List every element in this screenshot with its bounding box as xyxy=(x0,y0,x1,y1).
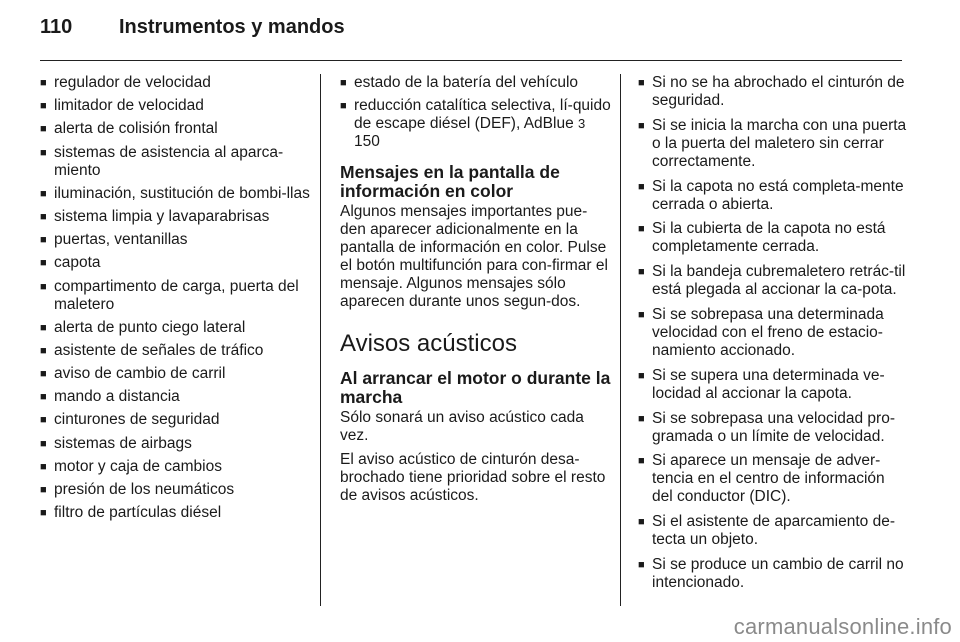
list-item xyxy=(40,97,310,115)
bullet-icon: ■ xyxy=(40,280,47,293)
list-item-text: Si se produce un cambio de carril no intencionado. xyxy=(652,555,904,591)
list-item-text: Si la bandeja cubremaletero retrác-til está plegada al accionar la ca-pota. xyxy=(652,263,906,299)
page-title: Instrumentos y mandos xyxy=(119,16,345,38)
bullet-icon: ■ xyxy=(40,146,47,159)
bullet-icon: ■ xyxy=(40,414,47,427)
list-item xyxy=(638,452,908,506)
list-item xyxy=(638,178,908,214)
list-item-text: presión de los neumáticos xyxy=(54,481,235,498)
bullet-icon: ■ xyxy=(40,234,47,247)
list-item-text: sistema limpia y lavaparabrisas xyxy=(54,207,270,225)
bullet-icon: ■ xyxy=(638,77,645,89)
page-number: 110 xyxy=(40,16,73,38)
bullet-icon: ■ xyxy=(40,507,47,520)
list-item xyxy=(40,185,310,203)
bullet-icon: ■ xyxy=(40,460,47,473)
list-item-text: asistente de señales de tráfico xyxy=(54,341,264,359)
column-3 xyxy=(638,74,908,599)
bullet-icon: ■ xyxy=(40,368,47,381)
list-item-text: Si se sobrepasa una velocidad pro-gramada o un límite de velocidad. xyxy=(652,409,895,445)
list-item-text: Si la capota no está completa-mente cerrada o abierta. xyxy=(652,177,904,213)
page-reference-icon: 3 xyxy=(578,116,586,132)
list-item-text: alerta de colisión frontal xyxy=(54,120,218,138)
list-item-text: Si se inicia la marcha con una puerta o la puerta del maletero sin cerrar correctamente. xyxy=(652,116,907,170)
paragraph: Algunos mensajes importantes pue-den aparecer adicionalmente en la pantalla de información en color. Pulse el botón multifunción para con-firmar el mensaje. Algunos mensajes sólo aparecen durante unos segun-dos. xyxy=(340,203,608,311)
bullet-icon: ■ xyxy=(40,77,47,89)
section-title: Avisos acústicos xyxy=(340,330,517,358)
bullet-icon: ■ xyxy=(40,391,47,404)
list-item xyxy=(40,278,310,314)
list-item: ■ estado de la batería del vehículo xyxy=(340,74,579,91)
bullet-icon: ■ xyxy=(638,369,645,382)
bullet-icon: ■ xyxy=(638,180,645,193)
bullet-icon: ■ xyxy=(340,77,347,89)
list-item xyxy=(40,458,310,476)
list-item xyxy=(40,388,310,406)
bullet-icon: ■ xyxy=(40,100,47,113)
list-item-text: alerta de punto ciego lateral xyxy=(54,318,246,336)
bullet-icon: ■ xyxy=(638,266,645,279)
list-item-text: regulador de velocidad xyxy=(54,74,211,91)
bullet-icon: ■ xyxy=(40,123,47,136)
bullet-icon: ■ xyxy=(40,321,47,334)
list-item xyxy=(40,74,310,92)
list-item xyxy=(40,342,310,360)
bullet-icon: ■ xyxy=(40,210,47,223)
list-item xyxy=(638,74,908,110)
bullet-icon: ■ xyxy=(40,437,47,450)
subsection-heading: Mensajes en la pantalla de información en color xyxy=(340,162,560,202)
list-item-text: Si el asistente de aparcamiento de-tecta un objeto. xyxy=(652,513,895,549)
column-divider-2 xyxy=(620,74,621,606)
list-item-text: sistemas de airbags xyxy=(54,434,192,452)
bullet-icon: ■ xyxy=(638,119,645,132)
list-item xyxy=(40,504,310,522)
list-item-text: Si se sobrepasa una determinada velocidad con el freno de estacio-namiento accionado. xyxy=(652,305,884,359)
topic-list xyxy=(40,74,310,522)
bullet-icon: ■ xyxy=(40,344,47,357)
list-item-text: Si se supera una determinada ve-locidad al accionar la capota. xyxy=(652,366,885,402)
list-item xyxy=(638,306,908,360)
bullet-icon: ■ xyxy=(638,455,645,468)
list-item xyxy=(638,556,908,592)
list-item-text: mando a distancia xyxy=(54,388,180,406)
list-item-text: limitador de velocidad xyxy=(54,97,204,115)
warning-conditions-list xyxy=(638,74,908,592)
bullet-icon: ■ xyxy=(638,412,645,425)
paragraph: Sólo sonará un aviso acústico cada vez. xyxy=(340,409,584,445)
list-item: ■ reducción catalítica selectiva, lí-quido de escape diésel (DEF), AdBlue 3 150 xyxy=(340,97,611,151)
page-reference-link[interactable]: 150 xyxy=(354,133,380,151)
list-item-text: filtro de partículas diésel xyxy=(54,504,222,522)
bullet-icon: ■ xyxy=(638,223,645,236)
list-item xyxy=(638,220,908,256)
column-divider-1 xyxy=(320,74,321,606)
list-item xyxy=(40,365,310,383)
list-item-text: Si no se ha abrochado el cinturón de seguridad. xyxy=(652,74,905,109)
bullet-icon: ■ xyxy=(638,558,645,571)
list-item-text: compartimento de carga, puerta del maletero xyxy=(54,277,299,313)
list-item-text: Si la cubierta de la capota no está completamente cerrada. xyxy=(652,220,886,256)
list-item-text: motor y caja de cambios xyxy=(54,457,222,475)
column-2 xyxy=(340,74,612,511)
list-item xyxy=(40,254,310,272)
list-item xyxy=(40,144,310,180)
list-item xyxy=(638,263,908,299)
list-item-text: sistemas de asistencia al aparca-miento xyxy=(54,143,284,179)
bullet-icon: ■ xyxy=(638,308,645,321)
list-item-text: iluminación, sustitución de bombi-llas xyxy=(54,184,310,202)
bullet-icon: ■ xyxy=(638,516,645,529)
list-item-text: cinturones de seguridad xyxy=(54,411,220,429)
list-item xyxy=(40,120,310,138)
list-item xyxy=(40,481,310,499)
subsection-heading: Al arrancar el motor o durante la marcha xyxy=(340,368,611,408)
list-item xyxy=(638,117,908,171)
bullet-icon: ■ xyxy=(40,484,47,496)
list-item-text: puertas, ventanillas xyxy=(54,231,188,249)
list-item xyxy=(40,208,310,226)
list-item xyxy=(40,411,310,429)
list-item xyxy=(40,319,310,337)
topic-list-continued xyxy=(340,74,612,151)
bullet-icon: ■ xyxy=(40,187,47,200)
watermark: carmanualsonline.info xyxy=(733,614,952,639)
header-rule xyxy=(40,60,902,61)
list-item-text: capota xyxy=(54,254,101,272)
list-item-text: aviso de cambio de carril xyxy=(54,365,226,383)
bullet-icon: ■ xyxy=(40,257,47,270)
list-item xyxy=(638,410,908,446)
list-item xyxy=(40,231,310,249)
list-item-text: Si aparece un mensaje de adver-tencia en el centro de información del conductor (DIC). xyxy=(652,452,885,506)
list-item xyxy=(638,513,908,549)
paragraph: El aviso acústico de cinturón desa-brochado tiene prioridad sobre el resto de avisos acústicos. xyxy=(340,451,606,505)
column-1 xyxy=(40,74,310,527)
bullet-icon: ■ xyxy=(340,100,347,113)
list-item xyxy=(40,435,310,453)
list-item xyxy=(638,367,908,403)
